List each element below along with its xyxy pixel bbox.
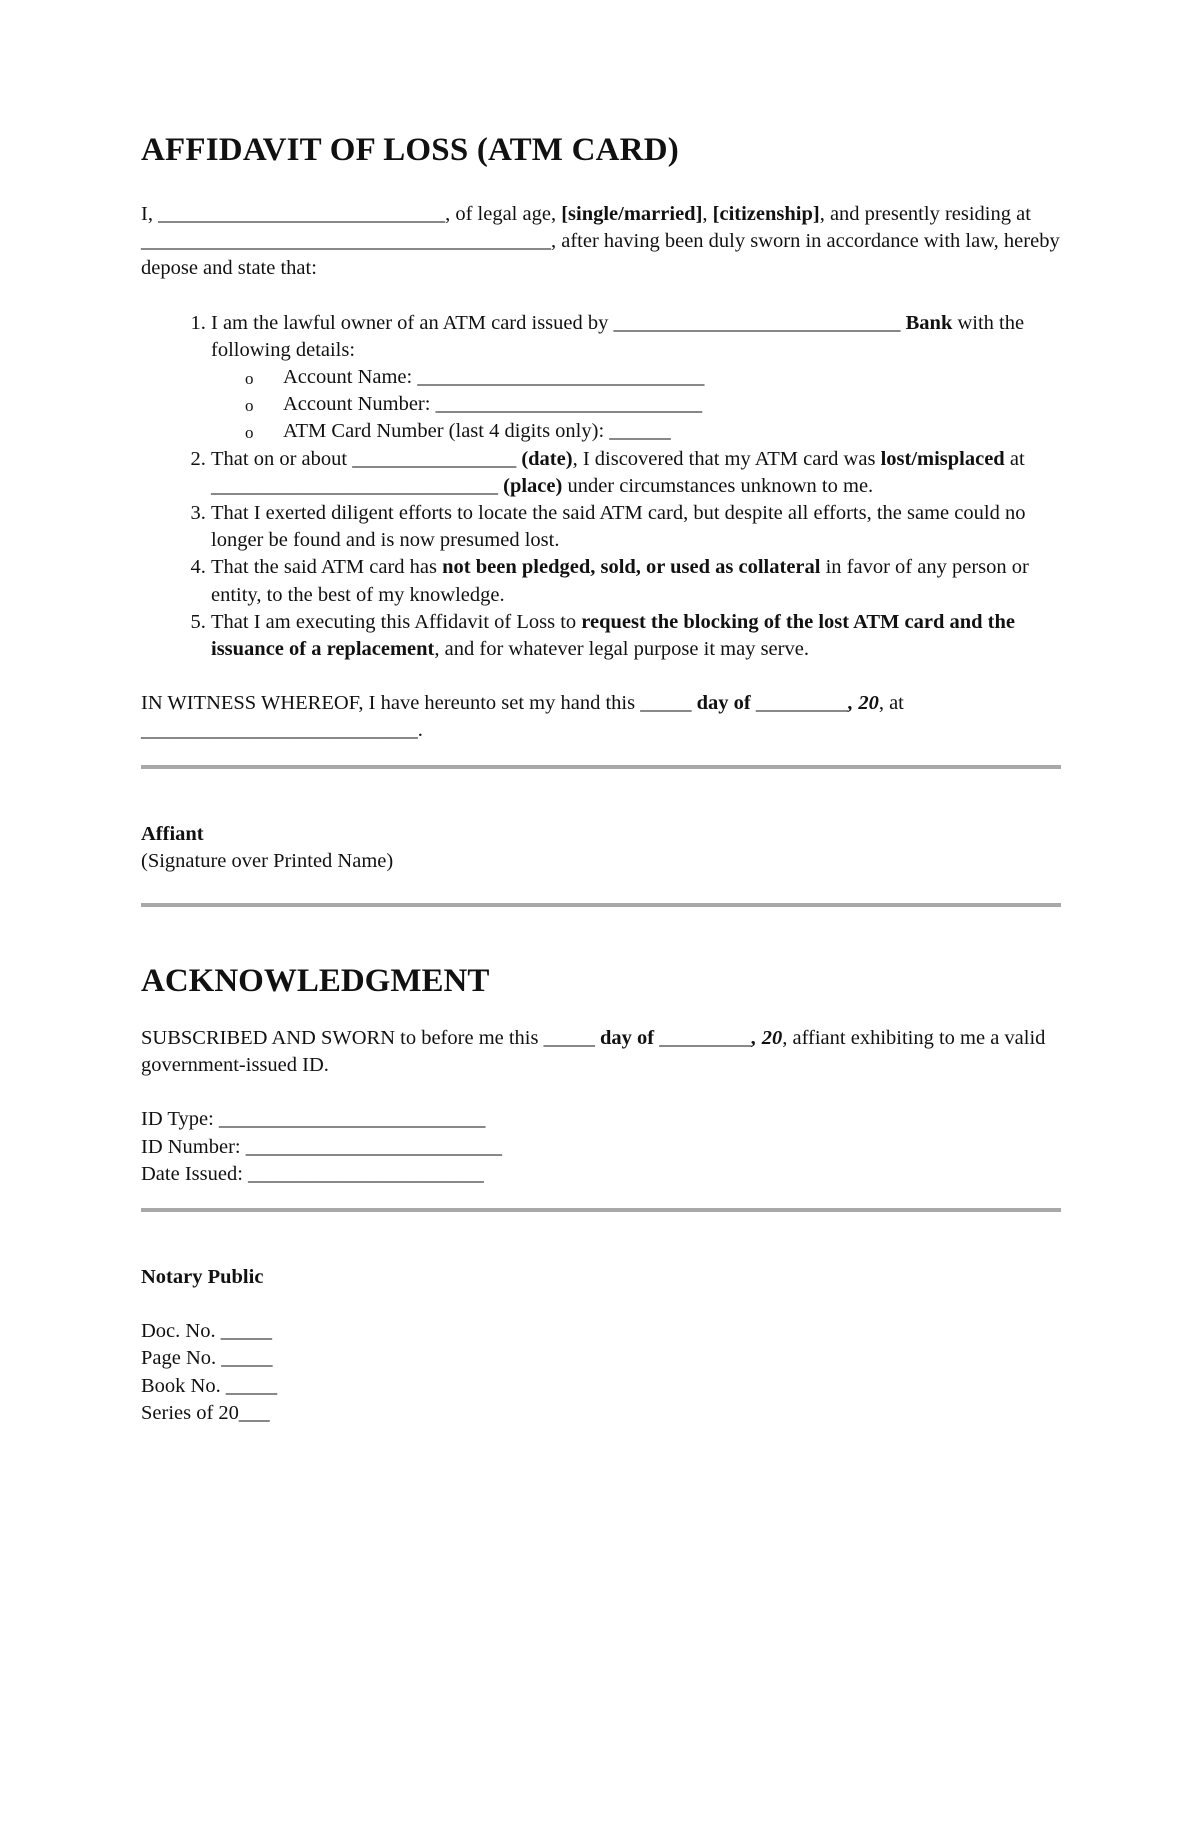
witness-text: IN WITNESS WHEREOF, I have hereunto set my hand this _____: [141, 692, 697, 715]
clause-3: [211, 500, 1061, 554]
acknowledgment-heading: ACKNOWLEDGMENT: [141, 963, 490, 1000]
witness-year: , 20: [848, 692, 879, 715]
id-type-field: ID Type: __________________________: [141, 1108, 486, 1131]
witness-text-end: , at ___________________________.: [141, 692, 904, 742]
citizenship-field: [citizenship]: [712, 203, 820, 225]
intro-text-end: , and presently residing at ________________________________________, after having been duly sworn in accordance with law, hereby depose and state that:: [141, 203, 1060, 280]
clause-2: [211, 446, 1061, 500]
intro-paragraph: [141, 201, 1061, 283]
clause-5-bold: request the blocking of the lost ATM card and the issuance of a replacement: [211, 610, 1015, 661]
bullet-icon: o: [245, 396, 254, 416]
series-field: Series of 20___: [141, 1401, 270, 1424]
sworn-text: SUBSCRIBED AND SWORN to before me this _____: [141, 1027, 600, 1050]
bullet-icon: o: [245, 423, 254, 443]
witness-day-of: day of: [696, 692, 751, 715]
sworn-day-of: day of: [599, 1027, 655, 1050]
clause-2-text-3: at ____________________________: [211, 447, 1025, 497]
clause-2-text-4: under circumstances unknown to me.: [562, 474, 874, 497]
notary-label-block: [141, 1264, 1061, 1291]
card-details-list: [211, 364, 1061, 446]
book-no-field: Book No. _____: [141, 1374, 278, 1397]
id-details-block: [141, 1106, 1061, 1188]
divider: [141, 903, 1061, 907]
detail-account-name: [245, 364, 1061, 391]
witness-month-blank: _________: [750, 692, 849, 715]
affidavit-document: [141, 130, 1061, 1427]
clause-2-text: That on or about ________________: [211, 447, 522, 470]
notary-details-block: [141, 1318, 1061, 1427]
doc-no-field: Doc. No. _____: [141, 1320, 272, 1343]
notary-label: Notary Public: [141, 1266, 264, 1289]
detail-account-number-text: Account Number: __________________________: [283, 393, 703, 416]
clause-4-text: That the said ATM card has: [211, 556, 443, 579]
id-number-field: ID Number: _________________________: [141, 1135, 503, 1158]
document-title: AFFIDAVIT OF LOSS (ATM CARD): [141, 132, 679, 168]
intro-text-start: I, ____________________________, of legal age,: [141, 203, 562, 225]
affiant-label: Affiant: [141, 822, 204, 845]
clause-2-date: (date): [521, 447, 573, 470]
divider: [141, 1208, 1061, 1212]
clause-4-bold: not been pledged, sold, or used as collateral: [442, 556, 821, 579]
clauses-list: [141, 310, 1061, 664]
clause-2-text-2: , I discovered that my ATM card was: [572, 447, 881, 470]
clause-5: [211, 609, 1061, 663]
clause-2-lost: lost/misplaced: [880, 447, 1005, 470]
clause-1-text: I am the lawful owner of an ATM card issued by ____________________________: [211, 311, 906, 334]
clause-2-place: (place): [503, 474, 563, 497]
affiant-block: [141, 821, 1061, 875]
detail-account-number: [245, 391, 1061, 418]
clause-1-bank: Bank: [905, 311, 953, 334]
clause-4: [211, 554, 1061, 608]
detail-account-name-text: Account Name: ____________________________: [283, 366, 705, 389]
detail-card-number: [245, 418, 1061, 445]
clause-5-text: That I am executing this Affidavit of Loss to: [211, 610, 582, 633]
sworn-paragraph: [141, 1025, 1061, 1079]
clause-1-text-end: with the following details:: [211, 311, 1025, 361]
page-no-field: Page No. _____: [141, 1347, 273, 1370]
civil-status-field: [single/married]: [561, 203, 703, 225]
sworn-text-end: , affiant exhibiting to me a valid government-issued ID.: [141, 1027, 1046, 1077]
bullet-icon: o: [245, 369, 254, 389]
clause-4-text-end: in favor of any person or entity, to the best of my knowledge.: [211, 556, 1029, 606]
sworn-month-blank: _________: [654, 1027, 752, 1050]
clause-5-text-end: , and for whatever legal purpose it may serve.: [434, 638, 809, 661]
clause-3-text: That I exerted diligent efforts to locate the said ATM card, but despite all efforts, the same could no longer be found and is now presumed lost.: [211, 502, 1026, 552]
sworn-year: , 20: [751, 1027, 783, 1050]
divider: [141, 765, 1061, 769]
detail-card-number-text: ATM Card Number (last 4 digits only): ______: [283, 420, 671, 443]
intro-comma: ,: [702, 203, 713, 225]
date-issued-field: Date Issued: _______________________: [141, 1162, 484, 1185]
clause-1: [211, 310, 1061, 446]
affiant-caption: (Signature over Printed Name): [141, 849, 394, 872]
witness-paragraph: [141, 690, 1061, 744]
